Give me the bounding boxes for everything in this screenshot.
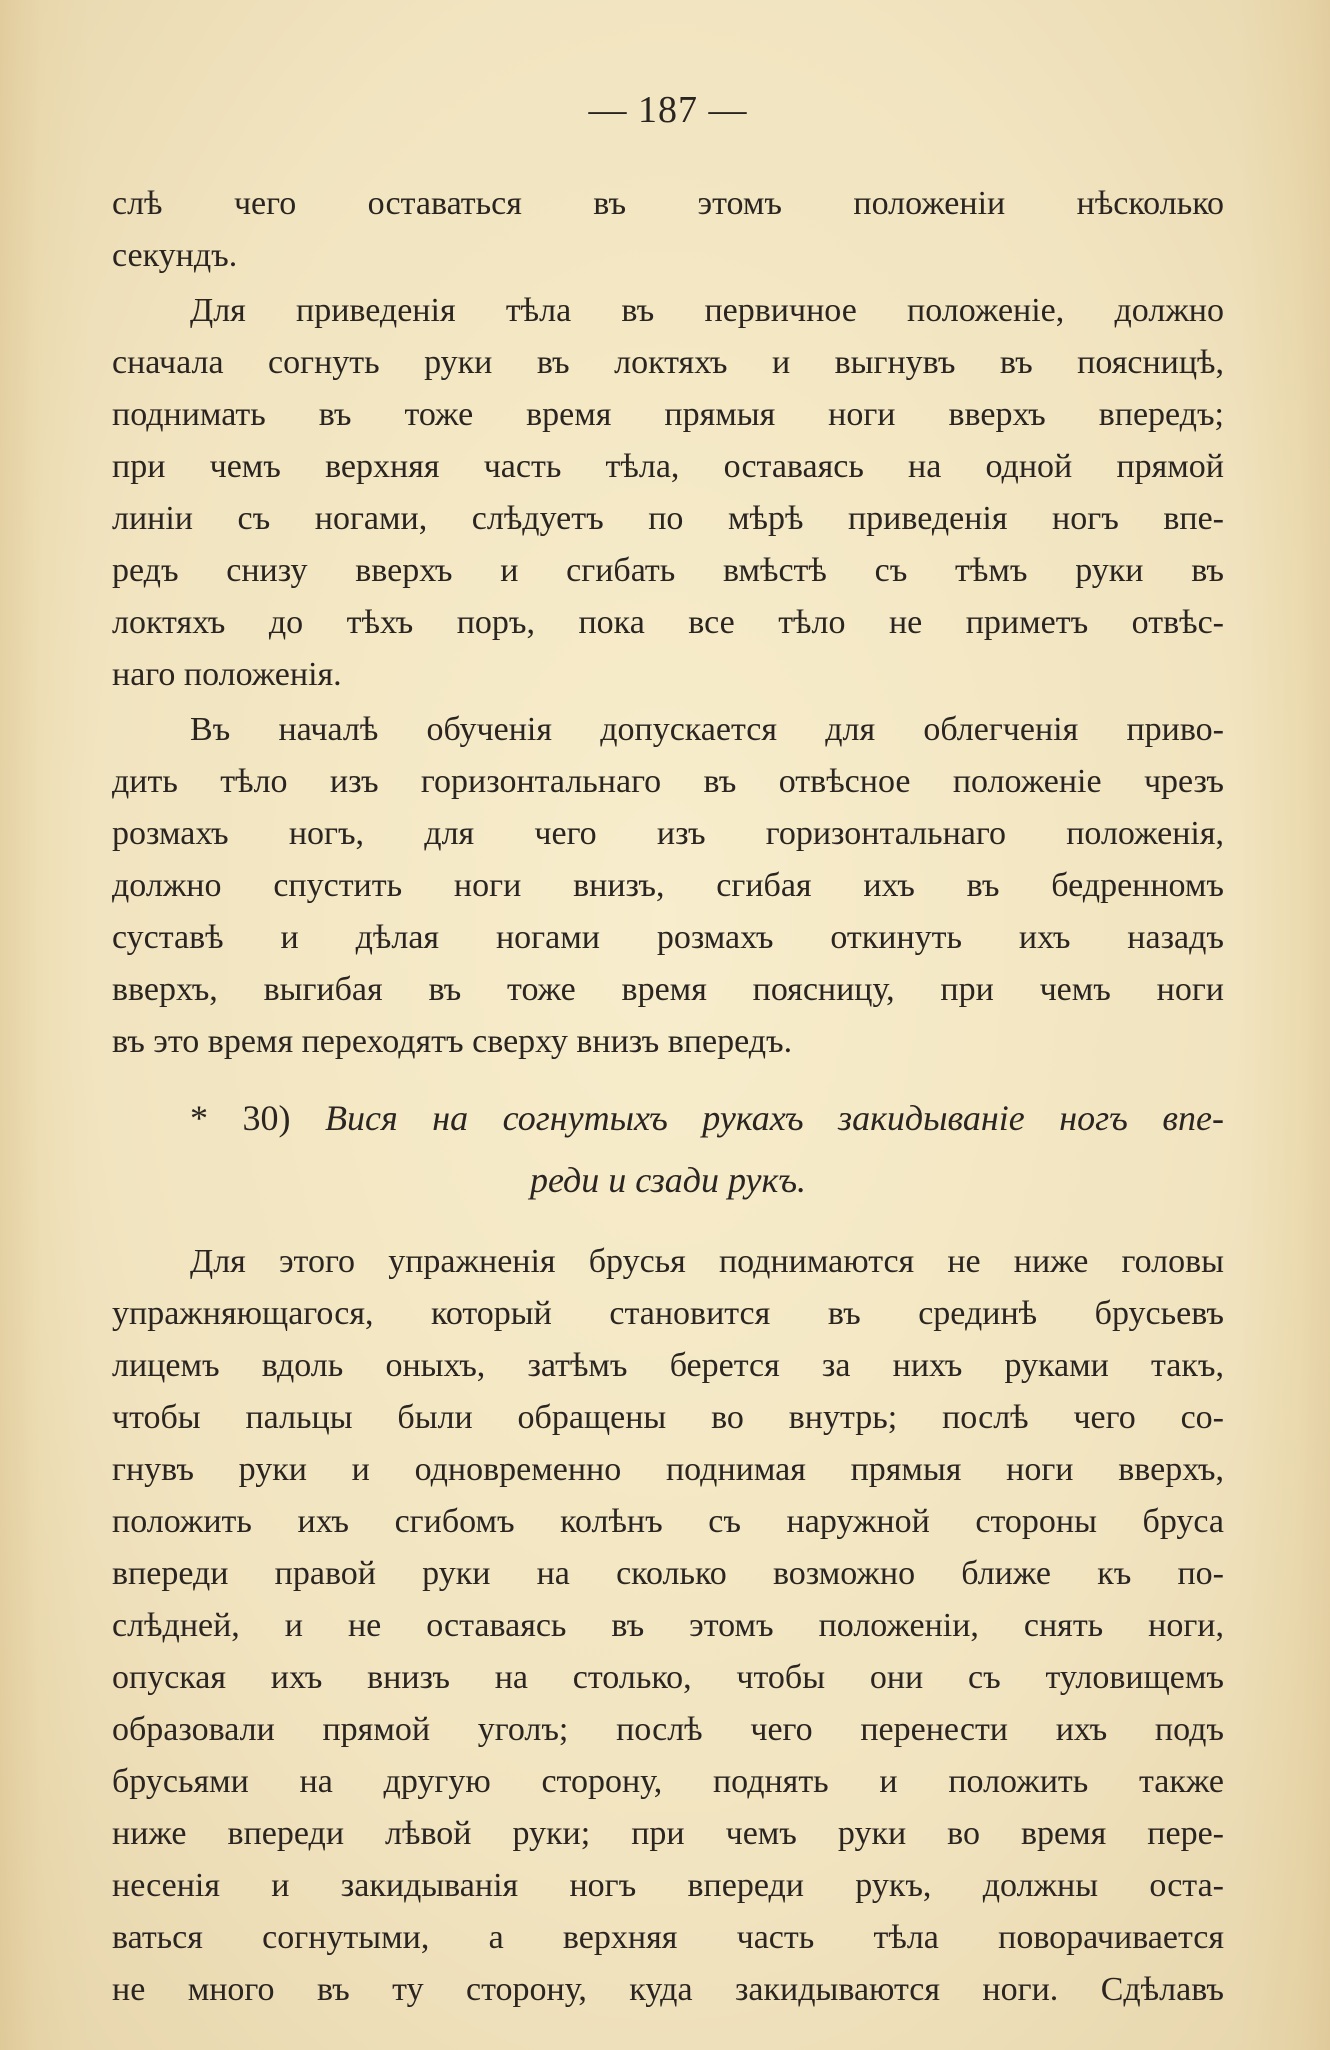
text-line: ниже впереди лѣвой руки; при чемъ руки во время пере- bbox=[112, 1815, 1224, 1852]
text-line: секундъ. bbox=[112, 237, 238, 274]
text-line: слѣдней, и не оставаясь въ этомъ положеніи, снять ноги, bbox=[112, 1607, 1224, 1644]
page-number: — 187 — bbox=[588, 89, 748, 131]
text-line: Въ началѣ обученія допускается для облегченія приво- bbox=[190, 711, 1224, 748]
text-line: въ это время переходятъ сверху внизъ впередъ. bbox=[112, 1023, 793, 1060]
text-line: не много въ ту сторону, куда закидываются ноги. Сдѣлавъ bbox=[112, 1971, 1224, 2008]
text-line: упражняющагося, который становится въ срединѣ брусьевъ bbox=[112, 1295, 1224, 1332]
text-line: положить ихъ сгибомъ колѣнъ съ наружной стороны бруса bbox=[112, 1503, 1224, 1540]
section-title-line-2: реди и сзади рукъ. bbox=[529, 1160, 807, 1200]
text-line: слѣ чего оставаться въ этомъ положеніи нѣсколько bbox=[112, 185, 1224, 222]
text-line: редъ снизу вверхъ и сгибать вмѣстѣ съ тѣмъ руки въ bbox=[112, 552, 1224, 589]
text-line: ваться согнутыми, а верхняя часть тѣла поворачивается bbox=[112, 1919, 1224, 1956]
text-line: локтяхъ до тѣхъ поръ, пока все тѣло не приметъ отвѣс- bbox=[112, 604, 1224, 641]
text-line: гнувъ руки и одновременно поднимая прямыя ноги вверхъ, bbox=[112, 1451, 1224, 1488]
section-number: * 30) bbox=[190, 1098, 291, 1138]
text-line: несенія и закидыванія ногъ впереди рукъ, должны оста- bbox=[112, 1867, 1224, 1904]
text-line: образовали прямой уголъ; послѣ чего перенести ихъ подъ bbox=[112, 1711, 1224, 1748]
text-line: брусьями на другую сторону, поднять и положить также bbox=[112, 1763, 1224, 1800]
text-line: суставѣ и дѣлая ногами розмахъ откинуть ихъ назадъ bbox=[112, 919, 1224, 956]
text-line: лицемъ вдоль оныхъ, затѣмъ берется за нихъ руками такъ, bbox=[112, 1347, 1224, 1384]
section-title-line-1: Вися на согнутыхъ рукахъ закидываніе ногъ впе- bbox=[325, 1098, 1224, 1138]
text-line: сначала согнуть руки въ локтяхъ и выгнувъ въ поясницѣ, bbox=[112, 344, 1224, 381]
text-line: при чемъ верхняя часть тѣла, оставаясь на одной прямой bbox=[112, 448, 1224, 485]
text-line: дить тѣло изъ горизонтальнаго въ отвѣсное положеніе чрезъ bbox=[112, 763, 1224, 800]
text-line: Для этого упражненія брусья поднимаются не ниже головы bbox=[190, 1243, 1224, 1280]
text-line: наго положенія. bbox=[112, 656, 342, 693]
text-line: чтобы пальцы были обращены во внутрь; послѣ чего со- bbox=[112, 1399, 1224, 1436]
text-line: Для приведенія тѣла въ первичное положеніе, должно bbox=[190, 292, 1224, 329]
text-line: впереди правой руки на сколько возможно ближе къ по- bbox=[112, 1555, 1224, 1592]
text-line: розмахъ ногъ, для чего изъ горизонтальнаго положенія, bbox=[112, 815, 1224, 852]
text-line: линіи съ ногами, слѣдуетъ по мѣрѣ приведенія ногъ впе- bbox=[112, 500, 1224, 537]
text-line: опуская ихъ внизъ на столько, чтобы они съ туловищемъ bbox=[112, 1659, 1224, 1696]
text-line: поднимать въ тоже время прямыя ноги вверхъ впередъ; bbox=[112, 396, 1224, 433]
text-line: должно спустить ноги внизъ, сгибая ихъ въ бедренномъ bbox=[112, 867, 1224, 904]
text-line: вверхъ, выгибая въ тоже время поясницу, при чемъ ноги bbox=[112, 971, 1224, 1008]
section-heading bbox=[190, 1090, 1224, 1146]
